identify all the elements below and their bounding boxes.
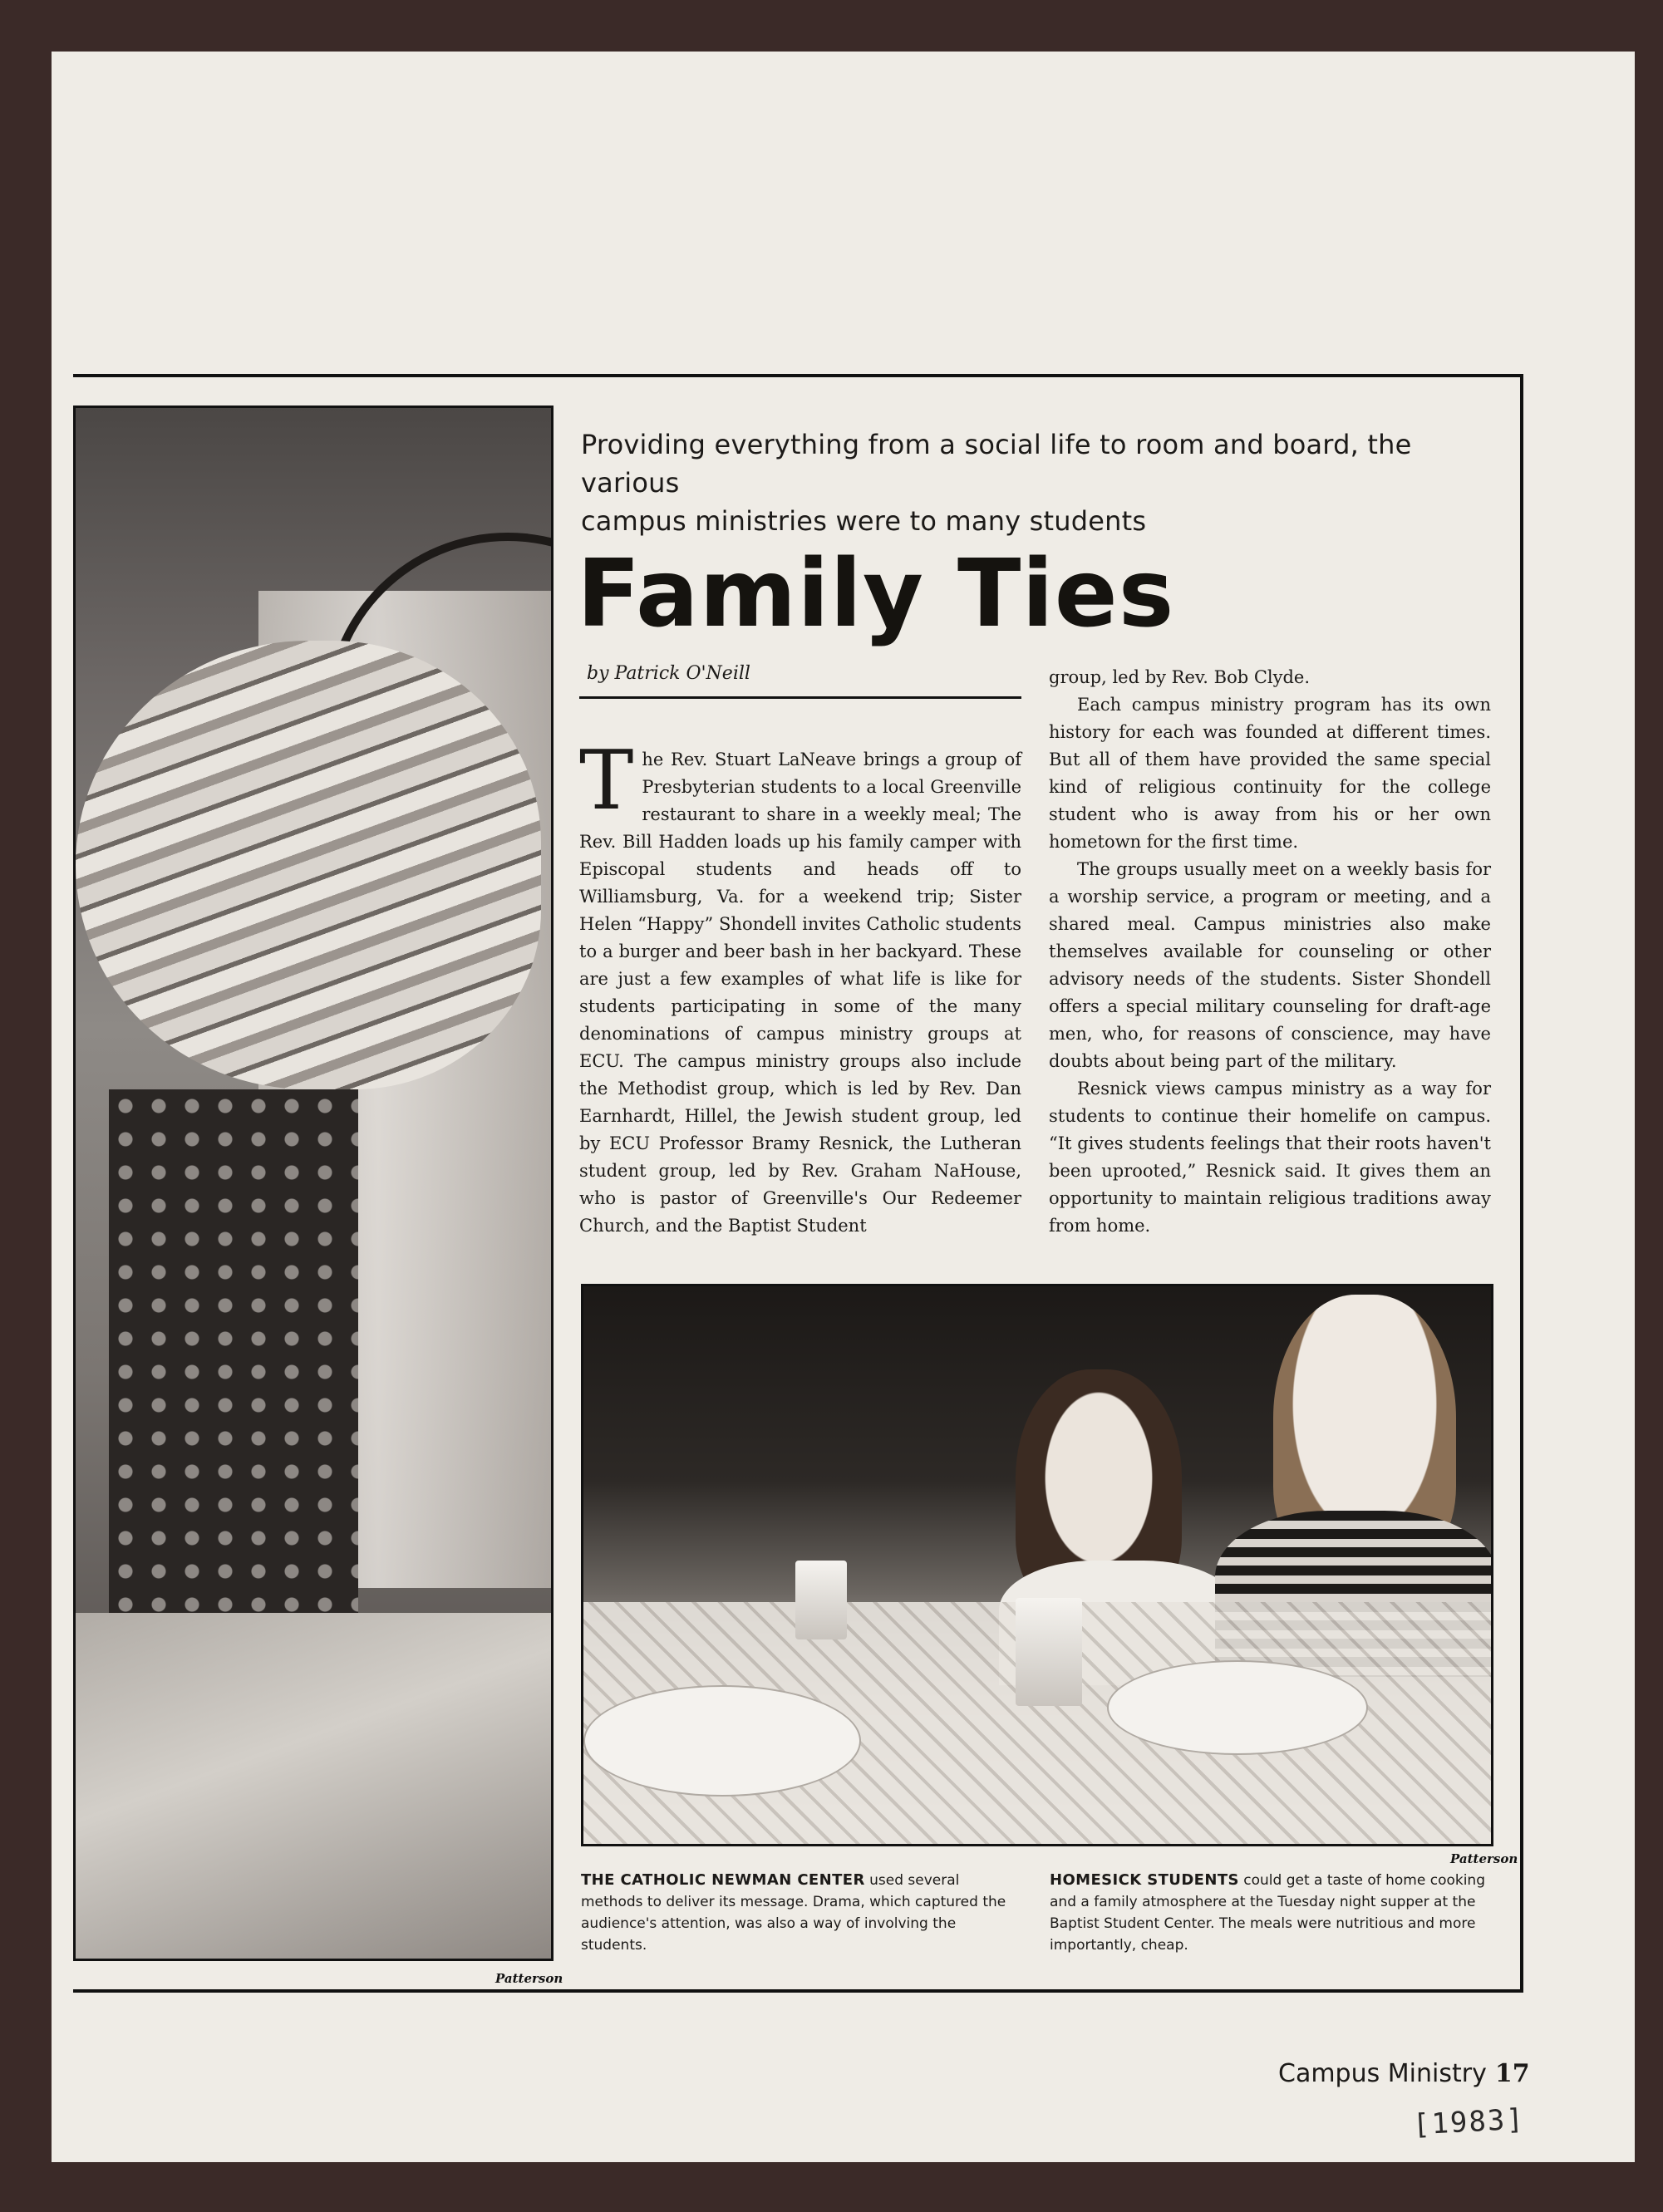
article-paragraph-1 <box>579 734 1021 1240</box>
article-paragraph-3: The groups usually meet on a weekly basis for a worship service, a program or meeting, and a shared meal. Campus ministries also make themselves available for counseling or other advisory needs of the students. Sister Shondell offers a special military counseling for draft-age men, who, for reasons of conscience, may have doubts about being part of the military. <box>1049 859 1491 1071</box>
drop-cap: T <box>579 734 634 828</box>
caption-left-text: used several methods to deliver its message. Drama, which captured the audience's attention, was also a way of involving the students. <box>581 1872 1006 1954</box>
article-paragraph-2: Each campus ministry program has its own history for each was founded at different times. But all of them have provided the same special kind of religious continuity for the college student who is away from his or her own hometown for the first time. <box>1049 695 1491 852</box>
article-paragraph-1-text: he Rev. Stuart LaNeave brings a group of Presbyterian students to a local Greenville restaurant to share in a weekly meal; The Rev. Bill Hadden loads up his family camper with Episcopal students and heads off to Williamsburg, Va. for a weekend trip; Sister Helen “Happy” Shondell invites Catholic students to a burger and beer bash in her backyard. These are just a few examples of what life is like for students participating in some of the many denominations of campus ministry groups at ECU. The campus ministry groups also include the Methodist group, which is led by Rev. Dan Earnhardt, Hillel, the Jewish student group, led by ECU Professor Bramy Resnick, the Lutheran student group, led by Rev. Graham NaHouse, who is pastor of Greenville's Our Redeemer Church, and the Baptist Student <box>579 750 1021 1236</box>
byline-rule <box>579 696 1021 699</box>
page-folio <box>1278 2059 1530 2088</box>
folio-section: Campus Ministry <box>1278 2059 1487 2088</box>
photo-credit-left: Patterson <box>495 1971 563 1986</box>
photo-floor <box>76 1613 554 1961</box>
photo-plate <box>1107 1660 1368 1755</box>
photo-credit-right: Patterson <box>1450 1851 1518 1866</box>
handwritten-year: [1983] <box>1412 2102 1526 2142</box>
photo-cup <box>795 1561 847 1639</box>
article-paragraph-1-cont: group, led by Rev. Bob Clyde. <box>1049 667 1311 687</box>
photo-cup <box>1016 1598 1082 1706</box>
caption-left <box>581 1870 1021 1956</box>
headline: Family Ties <box>577 540 1175 648</box>
photo-plate <box>583 1685 861 1797</box>
photo-turban <box>76 641 541 1089</box>
caption-right-text: could get a taste of home cooking and a family atmosphere at the Tuesday night supper at the Baptist Student Center. The meals were nutritious and more importantly, cheap. <box>1050 1872 1485 1954</box>
article-column-1 <box>579 734 1021 1240</box>
caption-right-lead: HOMESICK STUDENTS <box>1050 1871 1239 1889</box>
dinner-photo <box>581 1284 1493 1846</box>
article-paragraph-4: Resnick views campus ministry as a way for students to continue their homelife on campus. “It gives students feelings that their roots haven't been uprooted,” Resnick said. It gives them an opportunity to maintain religious traditions away from home. <box>1049 1079 1491 1236</box>
caption-right <box>1050 1870 1490 1956</box>
intro-line-1: Providing everything from a social life to room and board, the various <box>581 429 1412 499</box>
folio-page-number: 17 <box>1494 2059 1530 2088</box>
drama-photo <box>73 406 554 1961</box>
intro-line-2: campus ministries were to many students <box>581 505 1147 537</box>
caption-left-lead: THE CATHOLIC NEWMAN CENTER <box>581 1871 865 1889</box>
intro-deck <box>581 425 1495 540</box>
byline: by Patrick O'Neill <box>587 663 750 684</box>
article-column-2 <box>1049 664 1491 1240</box>
